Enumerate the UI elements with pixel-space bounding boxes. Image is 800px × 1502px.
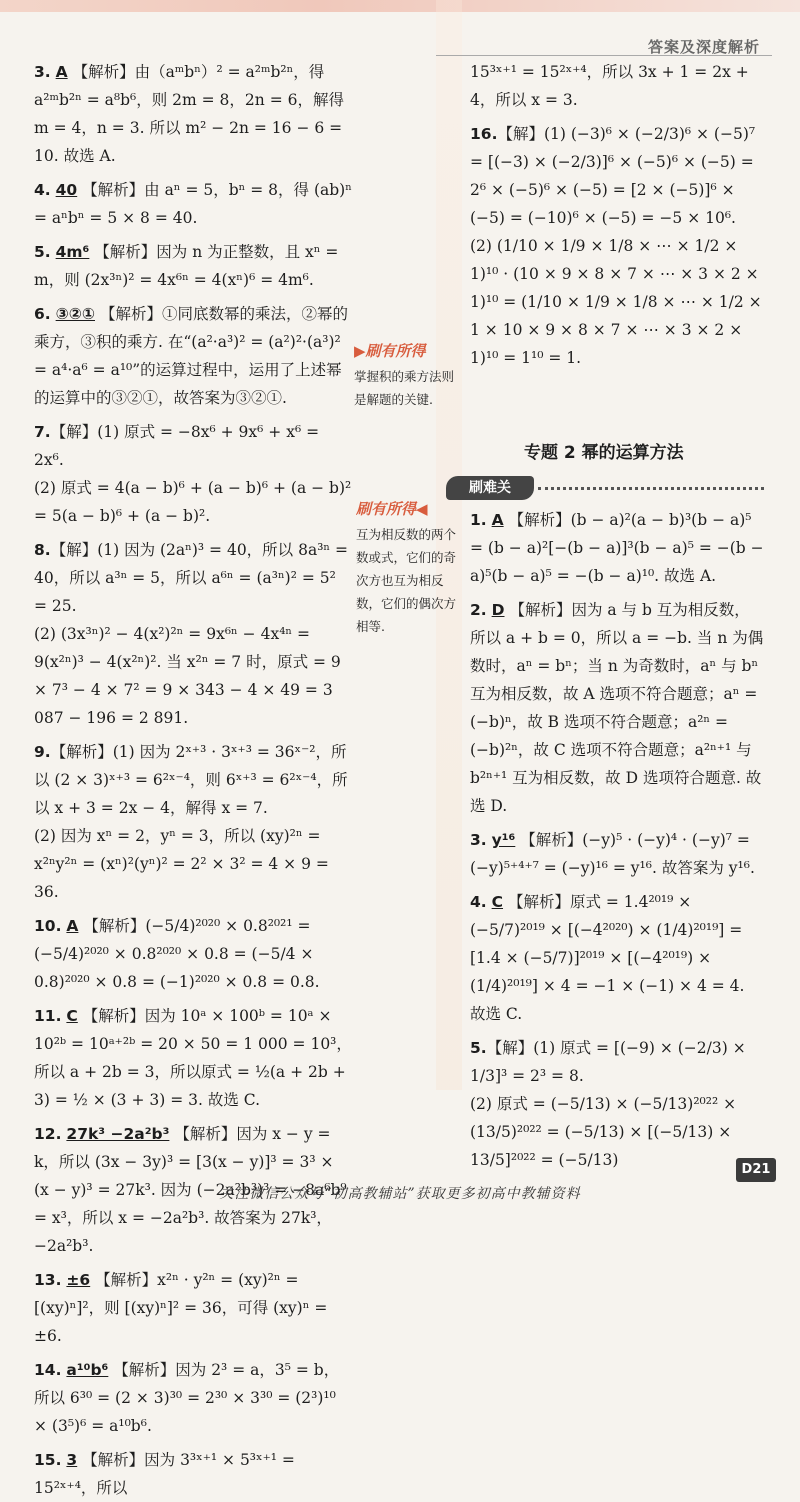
- left-column: [34, 58, 352, 1502]
- item-number: 4.: [34, 181, 51, 199]
- item-explanation: 【解析】因为 2³ = a，3⁵ = b，所以 6³⁰ = (2 × 3)³⁰ = 2³⁰ × 3³⁰ = (2³)¹⁰ × (3⁵)⁶ = a¹⁰b⁶.: [34, 1361, 340, 1435]
- tip-heading: ▶刷有所得: [354, 342, 426, 360]
- item-explanation: 【解析】x²ⁿ · y²ⁿ = (xy)²ⁿ = [(xy)ⁿ]²，则 [(xy)ⁿ]² = 36，可得 (xy)ⁿ = ±6.: [34, 1271, 328, 1345]
- section-label: 刷难关: [446, 476, 534, 500]
- topic-item-3: [470, 826, 764, 882]
- answer-item-6: [34, 300, 352, 412]
- item-number: 12.: [34, 1125, 62, 1143]
- item-explanation: 15³ˣ⁺¹ = 15²ˣ⁺⁴，所以 3x + 1 = 2x + 4，所以 x = 3.: [470, 63, 749, 109]
- answer-choice: C: [66, 1007, 78, 1025]
- item-explanation: 【解析】由（aᵐbⁿ）² = a²ᵐb²ⁿ，得 a²ᵐb²ⁿ = a⁸b⁶，则 2m = 8，2n = 6，解得 m = 4，n = 3. 所以 m² − 2n = 16 − 6 = 10. 故选 A.: [34, 63, 344, 165]
- answer-item-9: [34, 738, 352, 906]
- item-number: 14.: [34, 1361, 62, 1379]
- tip-text: 互为相反数的两个数或式，它们的奇次方也互为相反数，它们的偶次方相等.: [356, 527, 457, 634]
- item-number: 8.: [34, 541, 51, 559]
- tip-box-2: [356, 498, 456, 638]
- answer-item-15-continued: [470, 58, 764, 114]
- answer-choice: A: [55, 63, 68, 81]
- item-number: 3.: [34, 63, 51, 81]
- topic-item-5: [470, 1034, 764, 1174]
- topic-title: 专题 2 幂的运算方法: [524, 443, 684, 463]
- item-number: 10.: [34, 917, 62, 935]
- tip-heading: 刷有所得◀: [356, 500, 428, 518]
- answer-choice: ±6: [66, 1271, 91, 1289]
- answer-item-16: [470, 120, 764, 372]
- item-number: 4.: [470, 893, 487, 911]
- item-explanation: 【解析】因为 10ᵃ × 100ᵇ = 10ᵃ × 10²ᵇ = 10ᵃ⁺²ᵇ = 20 × 50 = 1 000 = 10³，所以 a + 2b = 3，所以原式 = ½(a + 2b + 3) = ½ × (3 + 3) = 3. 故选 C.: [34, 1007, 352, 1109]
- right-column-bottom: [470, 506, 764, 1174]
- item-number: 13.: [34, 1271, 62, 1289]
- answer-choice: D: [491, 601, 505, 619]
- answer-item-3: [34, 58, 352, 170]
- answer-item-8: [34, 536, 352, 732]
- item-explanation: 【解析】因为 x − y = k，所以 (3x − 3y)³ = [3(x − y)]³ = 3³ × (x − y)³ = 27k³. 因为 (−2a²b³)³ = −8a⁶b⁹ = x³，所以 x = −2a²b³. 故答案为 27k³，−2a²b³.: [34, 1125, 347, 1255]
- item-explanation: 【解】(1) 原式 = [(−9) × (−2/3) × 1/3]³ = 2³ = 8. (2) 原式 = (−5/13) × (−5/13)²⁰²² × (13/5)²⁰²² = (−5/13) × [(−5/13) × 13/5]²⁰²² = (−5/13): [470, 1039, 746, 1169]
- answer-choice: 4m⁶: [55, 243, 90, 261]
- item-number: 1.: [470, 511, 487, 529]
- item-explanation: 【解】(1) 原式 = −8x⁶ + 9x⁶ + x⁶ = 2x⁶. (2) 原式 = 4(a − b)⁶ + (a − b)⁶ + (a − b)² = 5(a − b)⁶ + (a − b)².: [34, 423, 352, 525]
- tip-box-1: [354, 340, 454, 411]
- topic-item-4: [470, 888, 764, 1028]
- answer-item-10: [34, 912, 352, 996]
- right-column-top: [470, 58, 764, 372]
- answer-item-7: [34, 418, 352, 530]
- footer-note: 关注微信公众号“初高教辅站”获取更多初高中教辅资料: [219, 1186, 581, 1202]
- item-explanation: 【解析】原式 = 1.4²⁰¹⁹ × (−5/7)²⁰¹⁹ × [(−4²⁰²⁰) × (1/4)²⁰¹⁹] = [1.4 × (−5/7)]²⁰¹⁹ × [(−4²⁰¹⁹) × (1/4)²⁰¹⁹] × 4 = −1 × (−1) × 4 = 4. 故选 C.: [470, 893, 745, 1023]
- answer-choice: C: [491, 893, 504, 911]
- dotted-rule: [538, 487, 764, 490]
- item-explanation: 【解析】因为 3³ˣ⁺¹ × 5³ˣ⁺¹ = 15²ˣ⁺⁴，所以: [34, 1451, 295, 1497]
- item-explanation: 【解】(1) 因为 (2aⁿ)³ = 40，所以 8a³ⁿ = 40，所以 a³ⁿ = 5，所以 a⁶ⁿ = (a³ⁿ)² = 5² = 25. (2) (3x³ⁿ)² − 4(x²)²ⁿ = 9x⁶ⁿ − 4x⁴ⁿ = 9(x²ⁿ)³ − 4(x²ⁿ)². 当 x²ⁿ = 7 时，原式 = 9 × 7³ − 4 × 7² = 9 × 343 − 4 × 49 = 3 087 − 196 = 2 891.: [34, 541, 349, 727]
- item-number: 2.: [470, 601, 487, 619]
- topic-item-2: [470, 596, 764, 820]
- item-explanation: 【解析】(b − a)²(a − b)³(b − a)⁵ = (b − a)²[−(b − a)]³(b − a)⁵ = −(b − a)⁵(b − a)⁵ = −(b − a)¹⁰. 故选 A.: [470, 511, 764, 585]
- top-color-strip: [0, 0, 800, 12]
- item-number: 5.: [34, 243, 51, 261]
- item-number: 16.: [470, 125, 498, 143]
- answer-item-5: [34, 238, 352, 294]
- item-number: 15.: [34, 1451, 62, 1469]
- section-banner: [446, 476, 764, 500]
- item-number: 11.: [34, 1007, 62, 1025]
- item-explanation: 【解析】(−y)⁵ · (−y)⁴ · (−y)⁷ = (−y)⁵⁺⁴⁺⁷ = (−y)¹⁶ = y¹⁶. 故答案为 y¹⁶.: [470, 831, 755, 877]
- header-rule: [436, 55, 772, 56]
- item-explanation: 【解析】(−5/4)²⁰²⁰ × 0.8²⁰²¹ = (−5/4)²⁰²⁰ × 0.8²⁰²⁰ × 0.8 = (−5/4 × 0.8)²⁰²⁰ × 0.8 = (−1)²⁰²⁰ × 0.8 = 0.8.: [34, 917, 320, 991]
- item-explanation: 【解析】因为 a 与 b 互为相反数，所以 a + b = 0，所以 a = −b. 当 n 为偶数时，aⁿ = bⁿ；当 n 为奇数时，aⁿ 与 bⁿ 互为相反数，故 A 选项不符合题意；aⁿ = (−b)ⁿ，故 B 选项不符合题意；a²ⁿ = (−b)²ⁿ，故 C 选项不符合题意；a²ⁿ⁺¹ 与 b²ⁿ⁺¹ 互为相反数，故 D 选项符合题意. 故选 D.: [470, 601, 764, 815]
- answer-choice: A: [491, 511, 504, 529]
- answer-choice: A: [66, 917, 79, 935]
- page-number: D21: [736, 1158, 776, 1182]
- answer-item-14: [34, 1356, 352, 1440]
- answer-item-13: [34, 1266, 352, 1350]
- item-number: 3.: [470, 831, 487, 849]
- item-explanation: 【解析】①同底数幂的乘法，②幂的乘方，③积的乘方. 在“(a²·a³)² = (a²)²·(a³)² = a⁴·a⁶ = a¹⁰”的运算过程中，运用了上述幂的运算中的③②①，故答案为③②①.: [34, 305, 348, 407]
- answer-item-11: [34, 1002, 352, 1114]
- item-explanation: 【解析】(1) 因为 2ˣ⁺³ · 3ˣ⁺³ = 36ˣ⁻²，所以 (2 × 3)ˣ⁺³ = 6²ˣ⁻⁴，则 6ˣ⁺³ = 6²ˣ⁻⁴，所以 x + 3 = 2x − 4，解得 x = 7. (2) 因为 xⁿ = 2，yⁿ = 3，所以 (xy)²ⁿ = x²ⁿy²ⁿ = (xⁿ)²(yⁿ)² = 2² × 3² = 4 × 9 = 36.: [34, 743, 348, 901]
- answer-choice: ③②①: [55, 305, 95, 323]
- page-header: 答案及深度解析: [647, 38, 760, 56]
- topic-item-1: [470, 506, 764, 590]
- item-number: 9.: [34, 743, 51, 761]
- item-number: 5.: [470, 1039, 487, 1057]
- answer-choice: 3: [66, 1451, 78, 1469]
- item-number: 6.: [34, 305, 51, 323]
- answer-choice: a¹⁰b⁶: [66, 1361, 109, 1379]
- answer-choice: 27k³ −2a²b³: [66, 1125, 170, 1143]
- answer-choice: y¹⁶: [491, 831, 516, 849]
- item-explanation: 【解析】因为 n 为正整数，且 xⁿ = m，则 (2x³ⁿ)² = 4x⁶ⁿ = 4(xⁿ)⁶ = 4m⁶.: [34, 243, 339, 289]
- item-explanation: 【解析】由 aⁿ = 5，bⁿ = 8，得 (ab)ⁿ = aⁿbⁿ = 5 × 8 = 40.: [34, 181, 352, 227]
- tip-text: 掌握积的乘方法则是解题的关键.: [354, 369, 455, 407]
- answer-item-4: [34, 176, 352, 232]
- item-explanation: 【解】(1) (−3)⁶ × (−2/3)⁶ × (−5)⁷ = [(−3) × (−2/3)]⁶ × (−5)⁶ × (−5) = 2⁶ × (−5)⁶ × (−5) = [2 × (−5)]⁶ × (−5) = (−10)⁶ × (−5) = −5 × 10⁶. (2) (1/10 × 1/9 × 1/8 × ⋯ × 1/2 × 1)¹⁰ · (10 × 9 × 8 × 7 × ⋯ × 3 × 2 × 1)¹⁰ = (1/10 × 1/9 × 1/8 × ⋯ × 1/2 × 1 × 10 × 9 × 8 × 7 × ⋯ × 3 × 2 × 1)¹⁰ = 1¹⁰ = 1.: [470, 125, 762, 367]
- item-number: 7.: [34, 423, 51, 441]
- answer-item-15: [34, 1446, 352, 1502]
- answer-choice: 40: [55, 181, 78, 199]
